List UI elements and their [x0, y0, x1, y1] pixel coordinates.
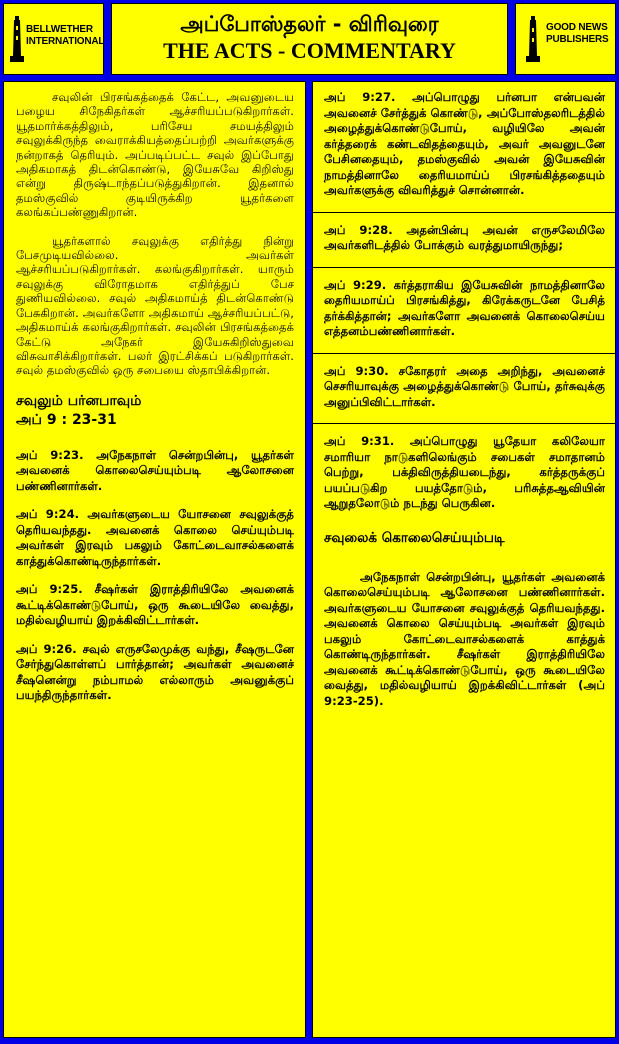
good-news-logo-text: GOOD NEWS PUBLISHERS [546, 22, 609, 45]
verse: அப் 9:29. கர்த்தராகிய இயேசுவின் நாமத்தினாலே தைரியமாய்ப் பிரசங்கித்து, கிரேக்கருடனே பேசித் தர்க்கித்தான்; அவர்களோ அவனைக் கொலைசெய்ய எத்தனம்பண்ணினார்கள். [324, 277, 605, 338]
paragraph: யூதர்களால் சவுலுக்கு எதிர்த்து நின்று பேசமுடியவில்லை. அவர்கள் ஆச்சரியப்படுகிறார்கள். கலங்குகிறார்கள். யாரும் சவுலுக்கு விரோதமாக எதிர்த்துப் பேச துணியவில்லை. சவுல் அதிகமாய்த் திடன்கொண்டு பேசுகிறான். அவர்களோ அதிகமாய் ஆச்சரியப்பட்டு, அதிகமாய்க் கலங்குகிறார்கள். சவுலின் பிரசங்கத்தைக் கேட்டு அநேகர் இயேசுகிறிஸ்துவை விசுவாசிக்கிறார்கள். பலர் இரட்சிக்கப் படுகிறார்கள். சவுல் தமஸ்குவில் ஒரு சபையை ஸ்தாபிக்கிறான். [16, 233, 294, 378]
verse: அப் 9:28. அதன்பின்பு அவன் எருசலேமிலே அவர்களிடத்தில் போக்கும் வரத்துமாயிருந்து; [324, 222, 605, 252]
verse: அப் 9:24. அவர்களுடைய யோசனை சவுலுக்குத் தெரியவந்தது. அவனைக் கொலை செய்யும்படி அவர்கள் இரவும் பகலும் கோட்டைவாசல்களைக் காத்துக்கொண்டிருந்தார்கள். [16, 507, 294, 568]
heading-title: சவுலும் பர்னபாவும் [16, 392, 142, 409]
section-heading [16, 392, 294, 430]
title-box [111, 3, 508, 75]
left-column [3, 81, 306, 1038]
page-header [3, 3, 616, 75]
title-tamil: அப்போஸ்தலர் - விரிவுரை [180, 12, 439, 36]
bellwether-logo [3, 3, 104, 75]
divider [313, 353, 615, 354]
paragraph: அநேகநாள் சென்றபின்பு, யூதர்கள் அவனைக் கொலைசெய்யும்படி ஆலோசனை பண்ணினார்கள். அவர்களுடைய யோசனை சவுலுக்குத் தெரியவந்தது. அவனைக் கொலை செய்யும்படி அவர்கள் இரவும் பகலும் கோட்டைவாசல்களைக் காத்துக் கொண்டிருந்தார்கள். சீஷர்கள் இராத்திரியிலே அவனைக் கூட்டிக்கொண்டுபோய், ஒரு கூடையிலே வைத்து, மதில்வழியாய் இறக்கிவிட்டார்கள் (அப் 9:23-25). [324, 569, 605, 708]
tower-icon [526, 16, 540, 62]
verse: அப் 9:23. அநேகநாள் சென்றபின்பு, யூதர்கள் அவனைக் கொலைசெய்யும்படி ஆலோசனை பண்ணினார்கள். [16, 447, 294, 493]
paragraph: சவுலின் பிரசங்கத்தைக் கேட்ட, அவனுடைய பழைய சிநேகிதர்கள் ஆச்சரியப்படுகிறார்கள். யூதமார்க்கத்திலும், பரிசேய சமயத்திலும் சவுலுக்கிருந்த வைராக்கியத்தைப்பற்றி அவர்களுக்கு நன்றாகத் தெரியும். அப்படிப்பட்ட சவுல் இப்போது அதிகமாகத் திடன்கொண்டு, இயேசுவே கிறிஸ்து என்று திருஷ்டாந்தப்படுத்துகிறான். இதனால் தமஸ்குவில் குடியிருக்கிற யூதர்களை கலங்கப்பண்ணுகிறான். [16, 90, 294, 220]
bellwether-logo-text: BELLWETHER INTERNATIONAL [26, 24, 105, 47]
divider [313, 267, 615, 268]
verse: அப் 9:30. சகோதரர் அதை அறிந்து, அவனைச் செசரியாவுக்கு அழைத்துக்கொண்டு போய், தர்சுவுக்கு அனுப்பிவிட்டார்கள். [324, 363, 605, 409]
right-column [312, 81, 616, 1038]
verse: அப் 9:31. அப்பொழுது யூதேயா கலிலேயா சமாரியா நாடுகளிலெங்கும் சபைகள் சமாதானம் பெற்று, பக்திவிருத்தியடைந்து, கர்த்தருக்குப் பயப்படுகிற பயத்தோடும், பரிசுத்தஆவியின் ஆறுதலோடும் நடந்து பெருகின. [324, 434, 605, 510]
verse: அப் 9:27. அப்பொழுது பர்னபா என்பவன் அவனைச் சேர்த்துக் கொண்டு, அப்போஸ்தலரிடத்தில் அழைத்துக்கொண்டுபோய், வழியிலே அவன் கர்த்தரைக் கண்டவிதத்தையும், அவர் அவனுடனே பேசினதையும், தமஸ்குவில் அவன் இயேசுவின் நாமத்தினாலே தைரியமாய்ப் பிரசங்கித்ததையும் அவர்களுக்கு விவரித்துச் சொன்னான். [324, 90, 605, 197]
verse: அப் 9:25. சீஷர்கள் இராத்திரியிலே அவனைக் கூட்டிக்கொண்டுபோய், ஒரு கூடையிலே வைத்து, மதில்வழியாய் இறக்கிவிட்டார்கள். [16, 582, 294, 628]
heading-reference: அப் 9 : 23-31 [16, 411, 117, 428]
good-news-logo [515, 3, 616, 75]
tower-icon [10, 16, 24, 62]
divider [313, 423, 615, 424]
verse: அப் 9:26. சவுல் எருசலேமுக்கு வந்து, சீஷருடனே சேர்ந்துகொள்ளப் பார்த்தான்; அவர்கள் அவனைச் சீஷனென்று நம்பாமல் எல்லாரும் அவனுக்குப் பயந்திருந்தார்கள். [16, 641, 294, 703]
title-english: THE ACTS - COMMENTARY [163, 38, 456, 63]
divider [313, 212, 615, 213]
section-heading: சவுலைக் கொலைசெய்யும்படி [324, 529, 505, 546]
